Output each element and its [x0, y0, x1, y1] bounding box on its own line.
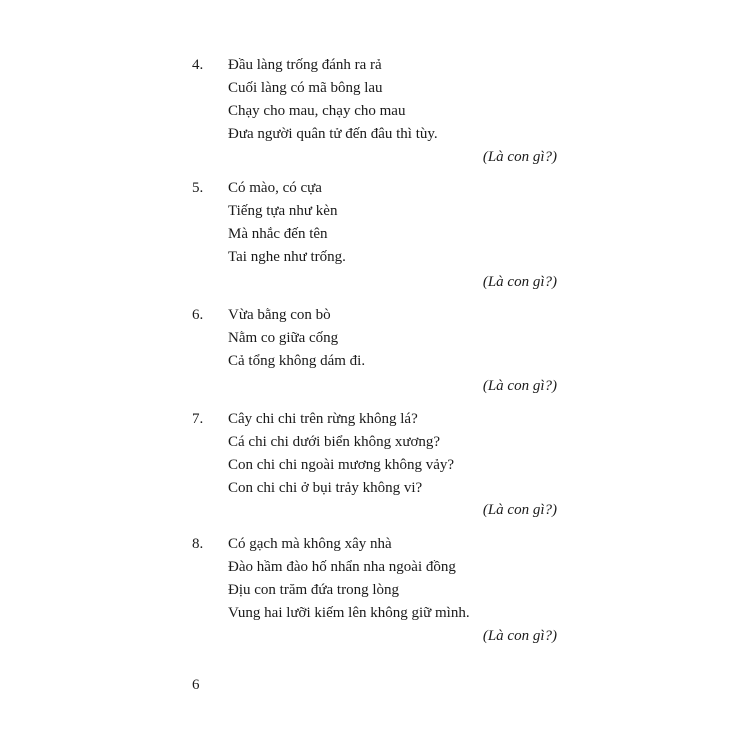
verse-line: Có mào, có cựa	[228, 180, 322, 196]
verse-line: Đầu làng trống đánh ra rả	[228, 57, 382, 73]
riddle-verse	[228, 304, 365, 373]
riddle-verse	[228, 54, 438, 146]
riddle-number: 6.	[192, 307, 204, 323]
riddle-number: 7.	[192, 411, 204, 427]
verse-line: Chạy cho mau, chạy cho mau	[228, 103, 406, 119]
verse-line: Có gạch mà không xây nhà	[228, 536, 392, 552]
verse-line: Đưa người quân tử đến đâu thì tùy.	[228, 126, 438, 142]
verse-line: Nằm co giữa cống	[228, 330, 339, 346]
riddle-answer-prompt: (Là con gì?)	[482, 274, 557, 290]
riddle-answer-prompt: (Là con gì?)	[482, 502, 557, 518]
verse-line: Địu con trăm đứa trong lòng	[228, 582, 400, 598]
page-number: 6	[192, 677, 200, 693]
verse-line: Mà nhắc đến tên	[228, 226, 328, 242]
riddle-answer-prompt: (Là con gì?)	[482, 378, 557, 394]
riddle-number: 8.	[192, 536, 204, 552]
riddle-number: 4.	[192, 57, 204, 73]
verse-line: Con chi chi ngoài mương không vảy?	[228, 457, 455, 473]
riddle-answer-prompt: (Là con gì?)	[482, 628, 557, 644]
verse-line: Cây chi chi trên rừng không lá?	[228, 411, 418, 427]
verse-line: Cá chi chi dưới biển không xương?	[228, 434, 441, 450]
riddle-verse	[228, 408, 454, 500]
verse-line: Cả tổng không dám đi.	[228, 353, 366, 369]
riddle-verse	[228, 177, 346, 269]
verse-line: Vung hai lưỡi kiếm lên không giữ mình.	[228, 605, 470, 621]
riddle-answer-prompt: (Là con gì?)	[482, 149, 557, 165]
verse-line: Đào hầm đào hố nhẩn nha ngoài đồng	[228, 559, 456, 575]
verse-line: Con chi chi ở bụi trảy không vi?	[228, 480, 423, 496]
riddle-number: 5.	[192, 180, 204, 196]
verse-line: Tai nghe như trống.	[228, 249, 346, 265]
verse-line: Tiếng tựa như kèn	[228, 203, 338, 219]
riddle-verse	[228, 533, 470, 625]
verse-line: Vừa bằng con bò	[228, 307, 331, 323]
verse-line: Cuối làng có mã bông lau	[228, 80, 383, 96]
